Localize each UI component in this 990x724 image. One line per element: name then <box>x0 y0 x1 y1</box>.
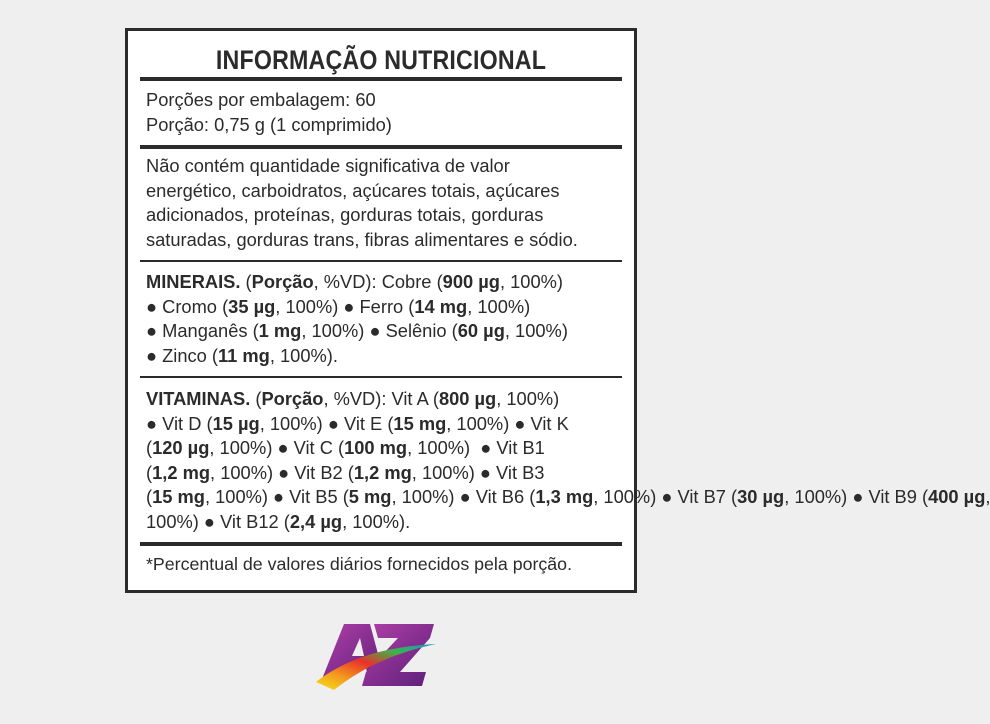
minerals-section <box>140 262 622 376</box>
nutrient-vd: 100% <box>311 320 359 341</box>
nutrient-amount: 30 µg <box>737 486 785 507</box>
vitamins-section <box>140 378 990 542</box>
nutrient-name: Cobre <box>381 271 432 292</box>
nutrient-vd: 100% <box>280 344 327 366</box>
az-brand-logo <box>312 618 442 692</box>
nutrient-name: Vit B6 <box>475 486 525 507</box>
minerals-line: ● Cromo (35 µg, 100%) ● Ferro (14 mg, 100%) <box>146 295 531 317</box>
nutrient-amount: 15 mg <box>393 412 447 434</box>
nutrient-amount: 400 µg <box>928 486 986 507</box>
nutrient-vd: 100% <box>285 295 333 317</box>
nutrient-name: Vit B3 <box>496 461 545 483</box>
minerals-heading: MINERAIS. <box>146 271 241 292</box>
nutrient-vd: 100% <box>417 437 465 458</box>
vitamins-line: (1,2 mg, 100%) ● Vit B2 (1,2 mg, 100%) ● Vit B3 <box>146 461 545 483</box>
nutrient-vd: 100% <box>477 295 525 317</box>
nutrient-vd: 100% <box>146 510 193 532</box>
nutrient-name: Vit C <box>293 437 333 458</box>
nutrient-vd: 100% <box>603 486 651 507</box>
nutrient-name: Vit B9 <box>868 486 917 507</box>
nutrient-name: Zinco <box>162 344 207 366</box>
not-significant-line: Não contém quantidade significativa de valor <box>146 155 510 176</box>
servings-section <box>140 81 622 145</box>
label-title: INFORMAÇÃO NUTRICIONAL <box>215 45 547 75</box>
nutrient-amount: 1,2 mg <box>353 461 412 483</box>
footnote: *Percentual de valores diários fornecidos pela porção. <box>146 554 573 574</box>
nutrient-vd: 100% <box>269 412 317 434</box>
vitamins-heading: VITAMINAS. <box>146 388 251 409</box>
nutrient-vd: 100% <box>215 486 262 507</box>
nutrient-name: Vit D <box>162 412 202 434</box>
nutrient-name: Vit B7 <box>677 486 726 507</box>
nutrient-amount: 1,2 mg <box>152 461 211 483</box>
nutrient-name: Vit K <box>530 412 569 434</box>
vd-label: , %VD): <box>313 271 382 292</box>
not-significant-section <box>140 149 622 260</box>
nutrient-name: Cromo <box>162 295 217 317</box>
minerals-line: ● Manganês (1 mg, 100%) ● Selênio (60 µg, 100%) <box>146 320 568 341</box>
serving-size: Porção: 0,75 g (1 comprimido) <box>146 113 392 135</box>
nutrient-vd: 100% <box>220 461 267 483</box>
not-significant-line: energético, carboidratos, açúcares totais, açúcares <box>146 179 560 201</box>
servings-per-package: Porções por embalagem: 60 <box>146 89 376 110</box>
nutrient-vd: 100% <box>421 461 469 483</box>
nutrient-name: Vit B1 <box>496 437 545 458</box>
vitamins-line: (15 mg, 100%) ● Vit B5 (5 mg, 100%) ● Vit B6 (1,3 mg, 100%) ● Vit B7 (30 µg, 100%) ● Vit B9 (400 µg, <box>146 486 990 507</box>
vd-label: , %VD): <box>323 388 392 409</box>
nutrient-amount: 5 mg <box>348 486 392 507</box>
nutrient-name: Vit A <box>391 388 428 409</box>
nutrient-vd: 100% <box>794 486 842 507</box>
nutrient-amount: 35 µg <box>228 295 276 317</box>
nutrient-name: Vit B5 <box>289 486 338 507</box>
nutrient-amount: 900 µg <box>442 271 500 292</box>
nutrient-amount: 14 mg <box>414 295 468 317</box>
nutrient-amount: 800 µg <box>438 388 497 409</box>
nutrient-name: Ferro <box>359 295 404 317</box>
nutrient-name: Vit B2 <box>294 461 343 483</box>
nutrition-facts-panel <box>125 28 990 593</box>
nutrient-amount: 120 µg <box>152 437 210 458</box>
nutrient-vd: 100% <box>456 412 504 434</box>
not-significant-line: saturadas, gorduras trans, fibras alimentares e sódio. <box>146 228 578 250</box>
nutrient-name: Vit E <box>343 412 383 434</box>
nutrient-vd: 100% <box>219 437 267 458</box>
minerals-line: MINERAIS. (Porção, %VD): Cobre (900 µg, 100%) <box>146 271 563 292</box>
nutrient-amount: 1,3 mg <box>535 486 594 507</box>
nutrient-amount: 100 mg <box>344 437 408 458</box>
nutrient-amount: 1 mg <box>258 320 302 341</box>
nutrient-name: Manganês <box>162 320 248 341</box>
nutrient-vd: 100% <box>401 486 449 507</box>
nutrient-vd: 100% <box>510 271 557 292</box>
vitamins-line: VITAMINAS. (Porção, %VD): Vit A (800 µg, 100%) <box>146 388 560 409</box>
nutrient-amount: 15 mg <box>152 486 205 507</box>
nutrient-vd: 100% <box>515 320 562 341</box>
porcao-label: Porção <box>251 271 314 292</box>
nutrient-amount: 15 µg <box>212 412 260 434</box>
porcao-label: Porção <box>261 388 324 409</box>
vitamins-line: 100%) ● Vit B12 (2,4 µg, 100%). <box>146 510 411 532</box>
not-significant-line: adicionados, proteínas, gorduras totais, gorduras <box>146 204 544 225</box>
nutrient-name: Vit B12 <box>220 510 279 532</box>
nutrient-amount: 2,4 µg <box>289 510 343 532</box>
nutrient-amount: 60 µg <box>457 320 505 341</box>
nutrient-amount: 11 mg <box>218 344 270 366</box>
vitamins-line: (120 µg, 100%) ● Vit C (100 mg, 100%) ● Vit B1 <box>146 437 545 458</box>
vitamins-line: ● Vit D (15 µg, 100%) ● Vit E (15 mg, 100%) ● Vit K <box>146 412 569 434</box>
nutrient-vd: 100% <box>352 510 399 532</box>
minerals-line: ● Zinco (11 mg, 100%). <box>146 344 338 366</box>
nutrient-vd: 100% <box>506 388 554 409</box>
nutrient-name: Selênio <box>385 320 447 341</box>
